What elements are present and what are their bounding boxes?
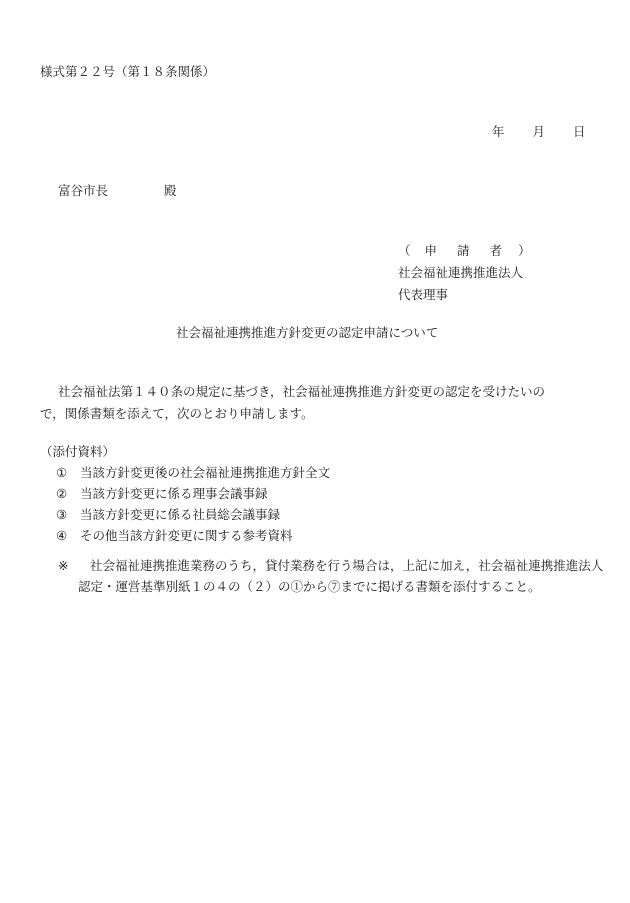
attachment-number: ② <box>56 486 68 501</box>
attachment-number: ① <box>56 465 68 480</box>
note-mark: ※ <box>58 558 69 573</box>
attachment-number: ③ <box>56 507 68 522</box>
attachment-text: 当該方針変更後の社会福祉連携推進方針全文 <box>80 465 331 480</box>
applicant-representative: 代表理事 <box>398 287 449 302</box>
applicant-heading <box>398 245 531 258</box>
applicant-heading-char: 請 <box>457 243 470 258</box>
body-text-line: 社会福祉法第１４０条の規定に基づき，社会福祉連携推進方針変更の認定を受けたいの <box>58 384 546 399</box>
date-year-label: 年 <box>492 124 505 139</box>
applicant-paren-open: （ <box>398 243 411 258</box>
form-number: 様式第２２号（第１８条関係） <box>40 64 216 79</box>
attachment-text: その他当該方針変更に関する参考資料 <box>80 528 293 543</box>
attachment-text: 当該方針変更に係る理事会議事録 <box>80 486 268 501</box>
date-month-label: 月 <box>532 124 546 139</box>
addressee-mayor: 富谷市長 <box>58 183 109 198</box>
body-text-line: で，関係書類を添えて，次のとおり申請します。 <box>40 406 314 421</box>
attachment-item <box>56 467 330 480</box>
note-text-line: 認定・運営基準別紙１の４の（２）の①から⑦までに掲げる書類を添付すること。 <box>78 579 541 594</box>
attachment-number: ④ <box>56 528 68 543</box>
applicant-paren-close: ） <box>518 243 531 258</box>
attachments-heading: （添付資料） <box>40 444 116 459</box>
applicant-organization: 社会福祉連携推進法人 <box>398 265 524 280</box>
date-day-label: 日 <box>573 124 586 139</box>
addressee <box>58 185 177 198</box>
date-line <box>492 126 586 139</box>
applicant-heading-char: 者 <box>489 243 503 258</box>
note-text-line: 社会福祉連携推進業務のうち，貸付業務を行う場合は，上記に加え，社会福祉連携推進法人 <box>90 558 604 573</box>
attachment-item <box>56 509 280 522</box>
addressee-honorific: 殿 <box>164 183 177 198</box>
attachment-item <box>56 530 293 543</box>
attachment-text: 当該方針変更に係る社員総会議事録 <box>80 507 281 522</box>
document-title: 社会福祉連携推進方針変更の認定申請について <box>176 325 439 340</box>
attachment-item <box>56 488 268 501</box>
applicant-heading-char: 申 <box>424 243 438 258</box>
